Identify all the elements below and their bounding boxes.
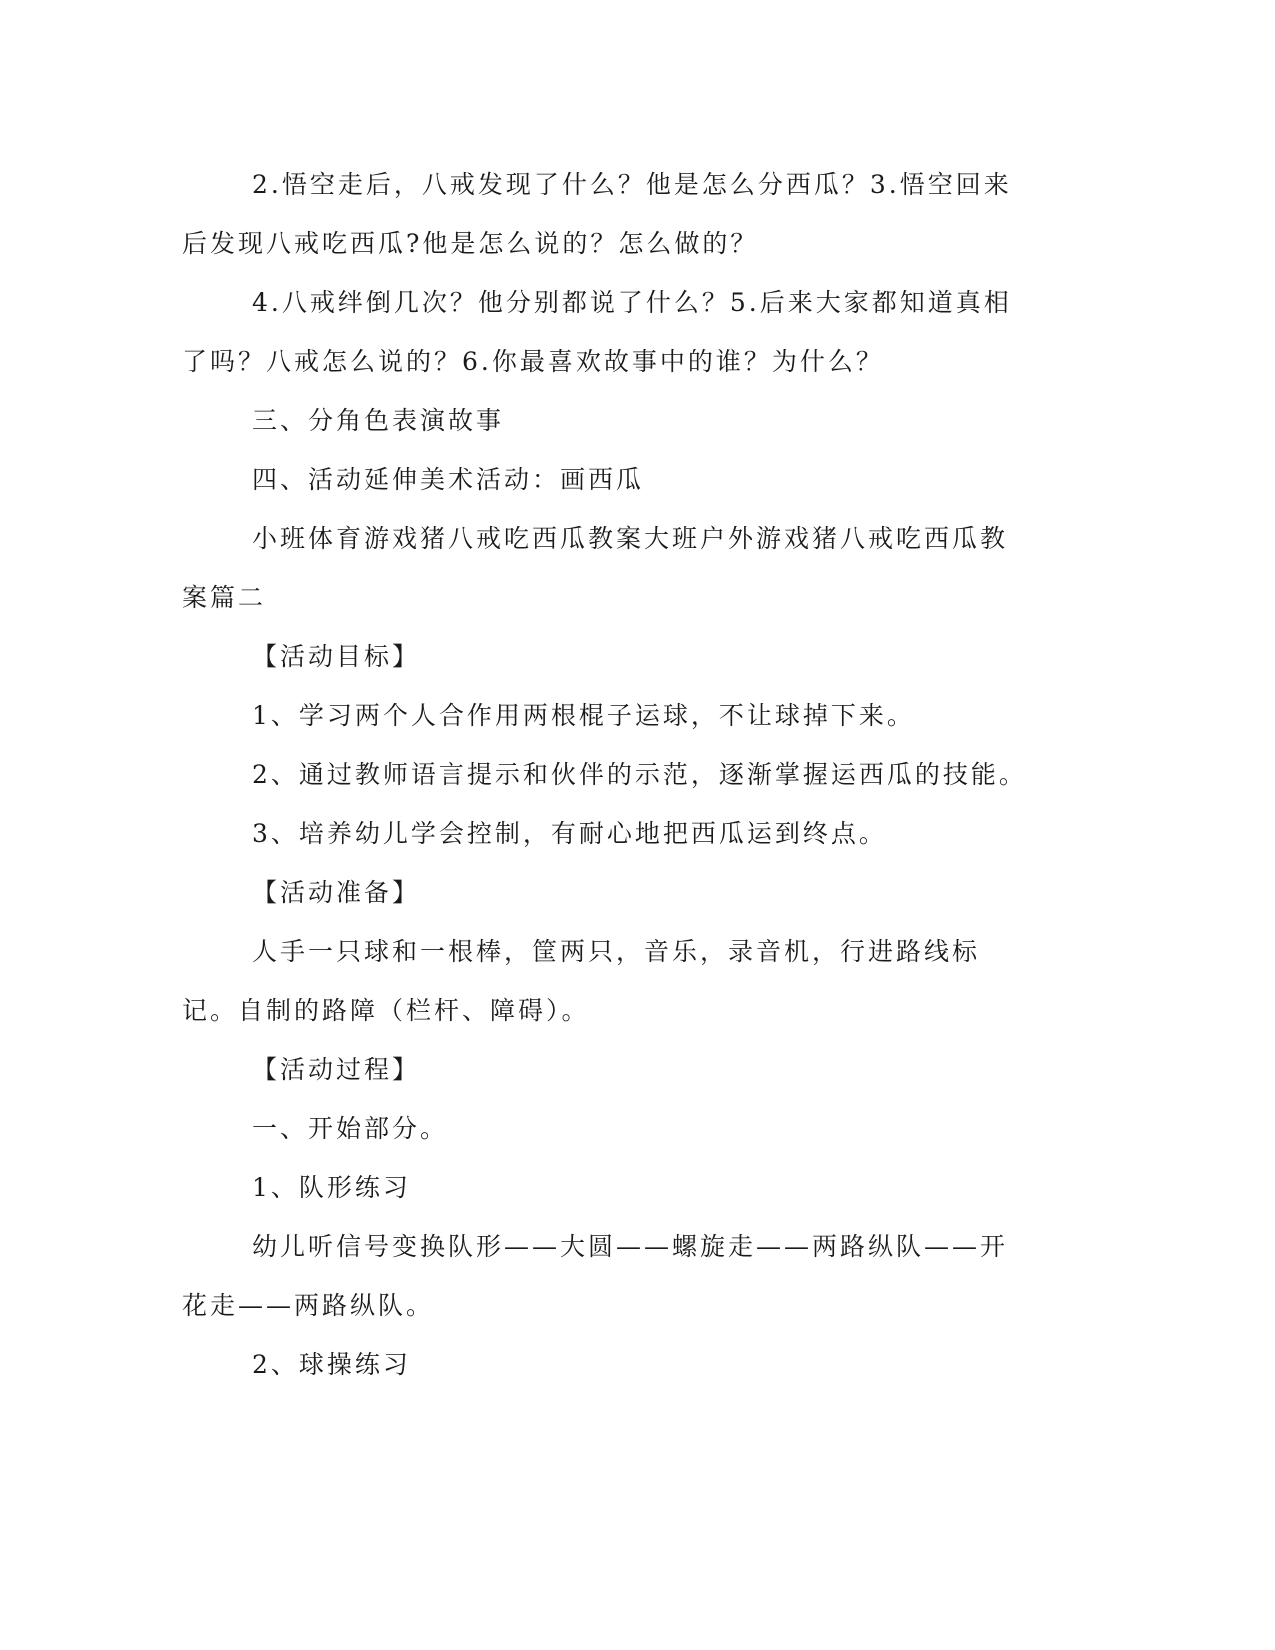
heading-activity-process: 【活动过程】 [252,1055,421,1084]
heading-activity-preparation: 【活动准备】 [252,878,421,907]
preparation-text: 人手一只球和一根棒，筐两只，音乐，录音机，行进路线标记。自制的路障（栏杆、障碍）。 [182,937,981,1025]
lesson-title-part-two: 小班体育游戏猪八戒吃西瓜教案大班户外游戏猪八戒吃西瓜教案篇二 [182,524,1009,612]
goal-item-3: 3、培养幼儿学会控制，有耐心地把西瓜运到终点。 [252,819,887,848]
paragraph-questions-4-6: 4.八戒绊倒几次？他分别都说了什么？5.后来大家都知道真相了吗？八戒怎么说的？6.你最喜欢故事中的谁？为什么？ [182,288,1012,376]
section-heading-role-play: 三、分角色表演故事 [252,406,505,435]
heading-activity-goals: 【活动目标】 [252,642,421,671]
process-step-formation: 1、队形练习 [252,1173,411,1202]
document-body [182,155,1034,1394]
goal-item-2: 2、通过教师语言提示和伙伴的示范，逐渐掌握运西瓜的技能。 [252,760,1027,789]
section-heading-extension: 四、活动延伸美术活动：画西瓜 [252,465,645,494]
goal-item-1: 1、学习两个人合作用两根棍子运球，不让球掉下来。 [252,701,915,730]
paragraph-questions-2-3: 2.悟空走后，八戒发现了什么？他是怎么分西瓜？3.悟空回来后发现八戒吃西瓜?他是怎么说的？怎么做的？ [182,170,1012,258]
process-part-one: 一、开始部分。 [252,1114,449,1143]
formation-description: 幼儿听信号变换队形——大圆——螺旋走——两路纵队——开花走——两路纵队。 [182,1232,1009,1320]
process-step-ball-exercise: 2、球操练习 [252,1350,411,1379]
